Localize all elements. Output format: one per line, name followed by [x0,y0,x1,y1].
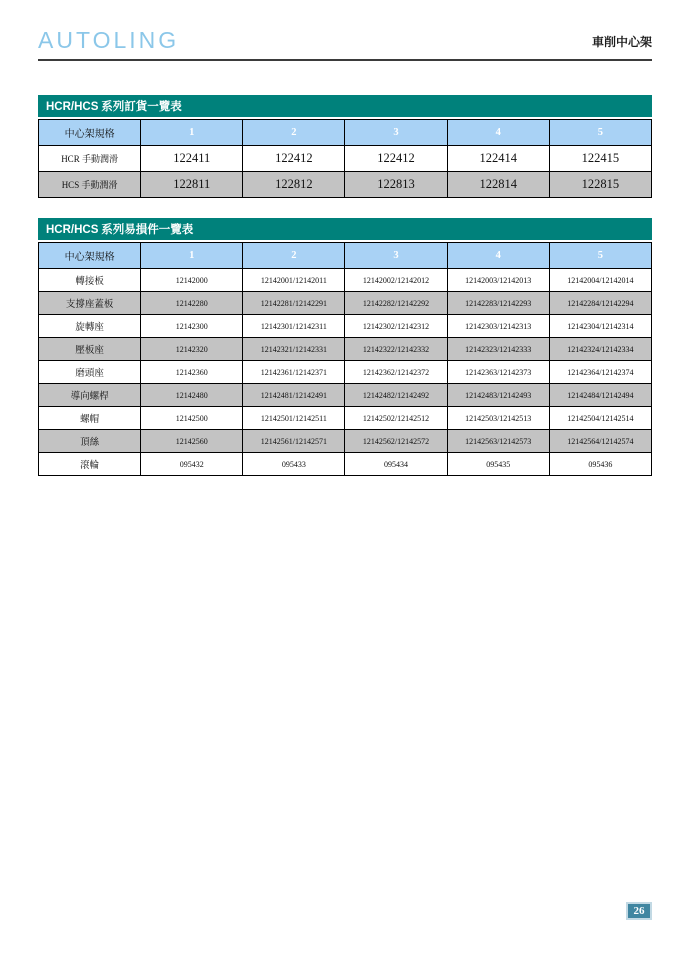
row-label: 頂絲 [39,430,141,453]
size-column-header: 2 [243,120,345,146]
table-row [39,269,652,292]
part-number-cell: 12142562/12142572 [345,430,447,453]
table-title-text: 系列訂貨一覽表 [98,101,182,113]
part-number-cell: 12142482/12142492 [345,384,447,407]
part-number-cell: 12142483/12142493 [447,384,549,407]
part-number-cell: 12142300 [141,315,243,338]
size-column-header: 1 [141,243,243,269]
part-number-cell: 12142280 [141,292,243,315]
spec-header-cell: 中心架規格 [39,243,141,269]
table-header-row [39,243,652,269]
part-number-cell: 12142563/12142573 [447,430,549,453]
parts-table [38,119,652,198]
part-number-cell: 12142503/12142513 [447,407,549,430]
part-number-cell: 12142323/12142333 [447,338,549,361]
table-row [39,338,652,361]
row-label: 導向螺桿 [39,384,141,407]
table-row [39,292,652,315]
row-label: 壓板座 [39,338,141,361]
part-number-cell: 12142361/12142371 [243,361,345,384]
row-label: 旋轉座 [39,315,141,338]
part-number-cell: 12142001/12142011 [243,269,345,292]
table-row [39,453,652,476]
part-number-cell: 12142303/12142313 [447,315,549,338]
brand-logo: AUTOLING [38,27,180,53]
part-number-cell: 12142504/12142514 [549,407,651,430]
part-number-cell: 122815 [549,172,651,198]
row-label: 螺帽 [39,407,141,430]
table-row [39,172,652,198]
part-number-cell: 095433 [243,453,345,476]
part-number-cell: 12142304/12142314 [549,315,651,338]
table-row [39,146,652,172]
part-number-cell: 122811 [141,172,243,198]
table-title-prefix: HCR/HCS [46,101,99,113]
size-column-header: 3 [345,120,447,146]
row-label: 轉接板 [39,269,141,292]
row-label: 支撐座蓋板 [39,292,141,315]
part-number-cell: 12142322/12142332 [345,338,447,361]
document-header [38,28,652,61]
part-number-cell: 12142003/12142013 [447,269,549,292]
table-row [39,361,652,384]
table-row [39,315,652,338]
part-number-cell: 12142500 [141,407,243,430]
size-column-header: 3 [345,243,447,269]
table-row [39,384,652,407]
part-number-cell: 12142282/12142292 [345,292,447,315]
tables [38,95,652,476]
parts-table [38,242,652,476]
size-column-header: 5 [549,120,651,146]
row-label: 滾輪 [39,453,141,476]
size-column-header: 4 [447,243,549,269]
part-number-cell: 12142502/12142512 [345,407,447,430]
part-number-cell: 12142362/12142372 [345,361,447,384]
row-label: HCR 手動潤滑 [39,146,141,172]
row-label: 磨頭座 [39,361,141,384]
table-block [38,95,652,198]
part-number-cell: 12142481/12142491 [243,384,345,407]
table-title-bar [38,218,652,240]
part-number-cell: 12142560 [141,430,243,453]
table-title-prefix: HCR/HCS [46,224,99,236]
part-number-cell: 122411 [141,146,243,172]
part-number-cell: 095432 [141,453,243,476]
section-title: 車削中心架 [591,35,652,49]
part-number-cell: 122412 [345,146,447,172]
part-number-cell: 12142360 [141,361,243,384]
table-row [39,430,652,453]
part-number-cell: 12142480 [141,384,243,407]
part-number-cell: 12142281/12142291 [243,292,345,315]
table-title-bar [38,95,652,117]
part-number-cell: 12142321/12142331 [243,338,345,361]
part-number-cell: 12142564/12142574 [549,430,651,453]
part-number-cell: 12142363/12142373 [447,361,549,384]
part-number-cell: 12142364/12142374 [549,361,651,384]
part-number-cell: 095434 [345,453,447,476]
part-number-cell: 12142561/12142571 [243,430,345,453]
part-number-cell: 122813 [345,172,447,198]
part-number-cell: 122412 [243,146,345,172]
table-header-row [39,120,652,146]
part-number-cell: 12142501/12142511 [243,407,345,430]
size-column-header: 2 [243,243,345,269]
part-number-cell: 12142284/12142294 [549,292,651,315]
size-column-header: 5 [549,243,651,269]
part-number-cell: 122414 [447,146,549,172]
part-number-cell: 12142002/12142012 [345,269,447,292]
size-column-header: 4 [447,120,549,146]
part-number-cell: 12142324/12142334 [549,338,651,361]
part-number-cell: 12142004/12142014 [549,269,651,292]
part-number-cell: 122415 [549,146,651,172]
part-number-cell: 12142283/12142293 [447,292,549,315]
row-label: HCS 手動潤滑 [39,172,141,198]
table-block [38,218,652,476]
part-number-cell: 12142301/12142311 [243,315,345,338]
table-title-text: 系列易損件一覽表 [98,224,194,236]
part-number-cell: 122814 [447,172,549,198]
part-number-cell: 12142320 [141,338,243,361]
part-number-cell: 122812 [243,172,345,198]
page-number-badge: 26 [626,902,652,920]
part-number-cell: 12142302/12142312 [345,315,447,338]
part-number-cell: 12142484/12142494 [549,384,651,407]
part-number-cell: 095436 [549,453,651,476]
size-column-header: 1 [141,120,243,146]
table-row [39,407,652,430]
part-number-cell: 12142000 [141,269,243,292]
part-number-cell: 095435 [447,453,549,476]
spec-header-cell: 中心架規格 [39,120,141,146]
